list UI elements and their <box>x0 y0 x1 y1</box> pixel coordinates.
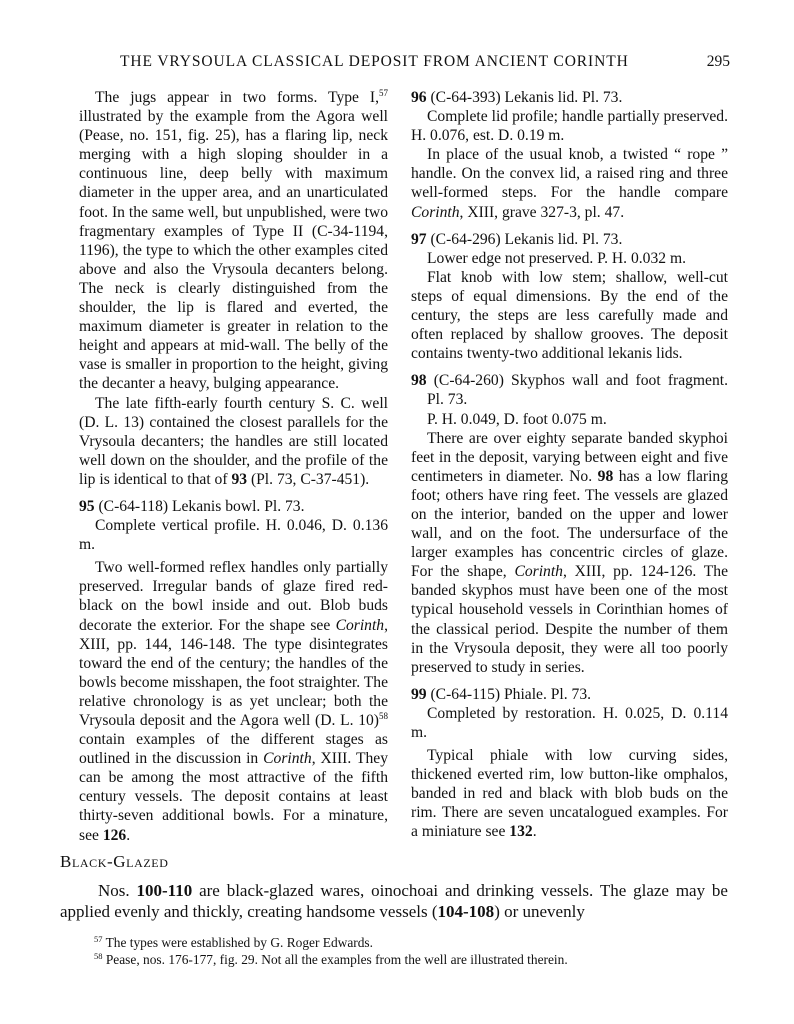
entry-97-dimensions: Lower edge not preserved. P. H. 0.032 m. <box>427 249 686 267</box>
cross-ref-126[interactable]: 126 <box>102 826 127 844</box>
right-column <box>411 88 728 842</box>
entry-number-97: 97 <box>411 230 427 248</box>
catalogue-entry-97-heading: 97 (C-64-296) Lekanis lid. Pl. 73. <box>411 230 623 248</box>
catalogue-entry-96-heading: 96 (C-64-393) Lekanis lid. Pl. 73. <box>411 89 623 106</box>
entry-96-dimensions: Complete lid profile; handle partially preserved. H. 0.076, est. D. 0.19 m. <box>411 108 728 145</box>
entry-99-dimensions: Completed by restoration. H. 0.025, D. 0.114 m. <box>411 704 728 741</box>
footnote-58: $^{58}$ Pease, nos. 176-177, fig. 29. Not all the examples from the well are illustrated therein. <box>94 951 568 967</box>
entry-95-dimensions: Complete vertical profile. H. 0.046, D. 0.136 m. <box>79 517 388 554</box>
paragraph-jug-types: The jugs appear in two forms. Type I,$^{57}$ illustrated by the example from the Agora well (Pease, no. 151, fig. 25), has a flaring lip, neck merging with a high sloping shoulder in a continuous line, deep belly with maximum diameter in the upper area, and an unarticulated foot. In the same well, but unpublished, were two fragmentary examples of Type II (C-34-1194, 1196), the type to which the other examples cited above and also the Vrysoula decanters belong. The neck is clearly distinguished from the shoulder, the lip is flared and everted, the maximum diameter is greater in relation to the height and appears at mid-wall. The belly of the vase is smaller in proportion to the height, giving the decanter a heavy, bulging appearance. <box>79 88 388 393</box>
entry-number-99: 99 <box>411 685 427 703</box>
page-number: 295 <box>706 53 730 70</box>
footnote-ref-58[interactable]: 58 <box>379 711 388 721</box>
catalogue-entry-98-heading: 98 (C-64-260) Skyphos wall and foot fragment. Pl. 73. <box>411 372 728 409</box>
section-heading-black-glazed: Black-Glazed <box>60 852 169 871</box>
footnotes <box>78 934 730 968</box>
entry-number-98: 98 <box>411 372 427 390</box>
entry-97-description: Flat knob with low stem; shallow, well-cut steps of equal dimensions. By the end of the century, the steps are less carefully made and often replaced by shallow grooves. The deposit contains twenty-two additional lekanis lids. <box>411 268 728 363</box>
section-intro <box>60 880 728 922</box>
footnote-57: $^{57}$ The types were established by G. Roger Edwards. <box>94 934 373 950</box>
footnote-mark-57: 57 <box>94 934 103 944</box>
cross-ref-98[interactable]: 98 <box>597 467 614 485</box>
entry-number-96: 96 <box>411 89 427 106</box>
entry-98-description: There are over eighty separate banded skyphoi feet in the deposit, varying between eight and five centimeters in diameter. No. 98 has a low flaring foot; others have ring feet. The vessels are glazed on the interior, banded on the upper and lower wall, and on the foot. The undersurface of the larger examples has concentric circles of glaze. For the shape, Corinth, XIII, pp. 124-126. The banded skyphos must have been one of the most typical household vessels in Corinthian homes of the classical period. Despite the number of them in the Vrysoula deposit, they were all too poorly preserved to study in series. <box>411 429 729 676</box>
running-title: THE VRYSOULA CLASSICAL DEPOSIT FROM ANCIENT CORINTH <box>120 53 629 70</box>
entry-98-dimensions: P. H. 0.049, D. foot 0.075 m. <box>427 410 607 428</box>
entry-95-description: Two well-formed reflex handles only partially preserved. Irregular bands of glaze fired red-black on the bowl inside and out. Blob buds decorate the exterior. For the shape see Corinth, XIII, pp. 144, 146-148. The type disintegrates toward the end of the century; the handles of the bowls become misshapen, the foot straighter. The relative chronology is as yet unclear; both the Vrysoula deposit and the Agora well (D. L. 10)$^{58}$ contain examples of the different stages as outlined in the discussion in Corinth, XIII. They can be among the most attractive of the fifth century vessels. The deposit contains at least thirty-seven additional bowls. For a minature, see 126. <box>79 559 388 844</box>
footnote-ref-57[interactable]: 57 <box>379 88 388 98</box>
cross-ref-100-110[interactable]: 100-110 <box>136 881 193 900</box>
entry-96-description: In place of the usual knob, a twisted “ rope ” handle. On the convex lid, a raised ring and three well-formed steps. For the handle compare Corinth, XIII, grave 327-3, pl. 47. <box>411 146 728 221</box>
footnote-mark-58: 58 <box>94 951 103 961</box>
cross-ref-93[interactable]: 93 <box>231 470 248 488</box>
black-glazed-paragraph: Nos. 100-110 are black-glazed wares, oinochoai and drinking vessels. The glaze may be applied evenly and thickly, creating handsome vessels (104-108) or unevenly <box>60 881 728 921</box>
cross-ref-132[interactable]: 132 <box>509 823 533 841</box>
entry-99-description: Typical phiale with low curving sides, thickened everted rim, low button-like omphalos, banded in red and black with blob buds on the rim. There are seven uncatalogued examples. For a miniature see 132. <box>411 747 728 841</box>
left-column <box>79 88 388 845</box>
entry-number-95: 95 <box>79 497 95 515</box>
cross-ref-104-108[interactable]: 104-108 <box>437 902 495 921</box>
paragraph-sc-well: The late fifth-early fourth century S. C. well (D. L. 13) contained the closest parallels for the Vrysoula decanters; the handles are still located well down on the shoulder, and the profile of the lip is identical to that of 93 (Pl. 73, C-37-451). <box>79 394 388 488</box>
catalogue-entry-95-heading: 95 (C-64-118) Lekanis bowl. Pl. 73. <box>79 497 305 515</box>
catalogue-entry-99-heading: 99 (C-64-115) Phiale. Pl. 73. <box>411 685 592 703</box>
